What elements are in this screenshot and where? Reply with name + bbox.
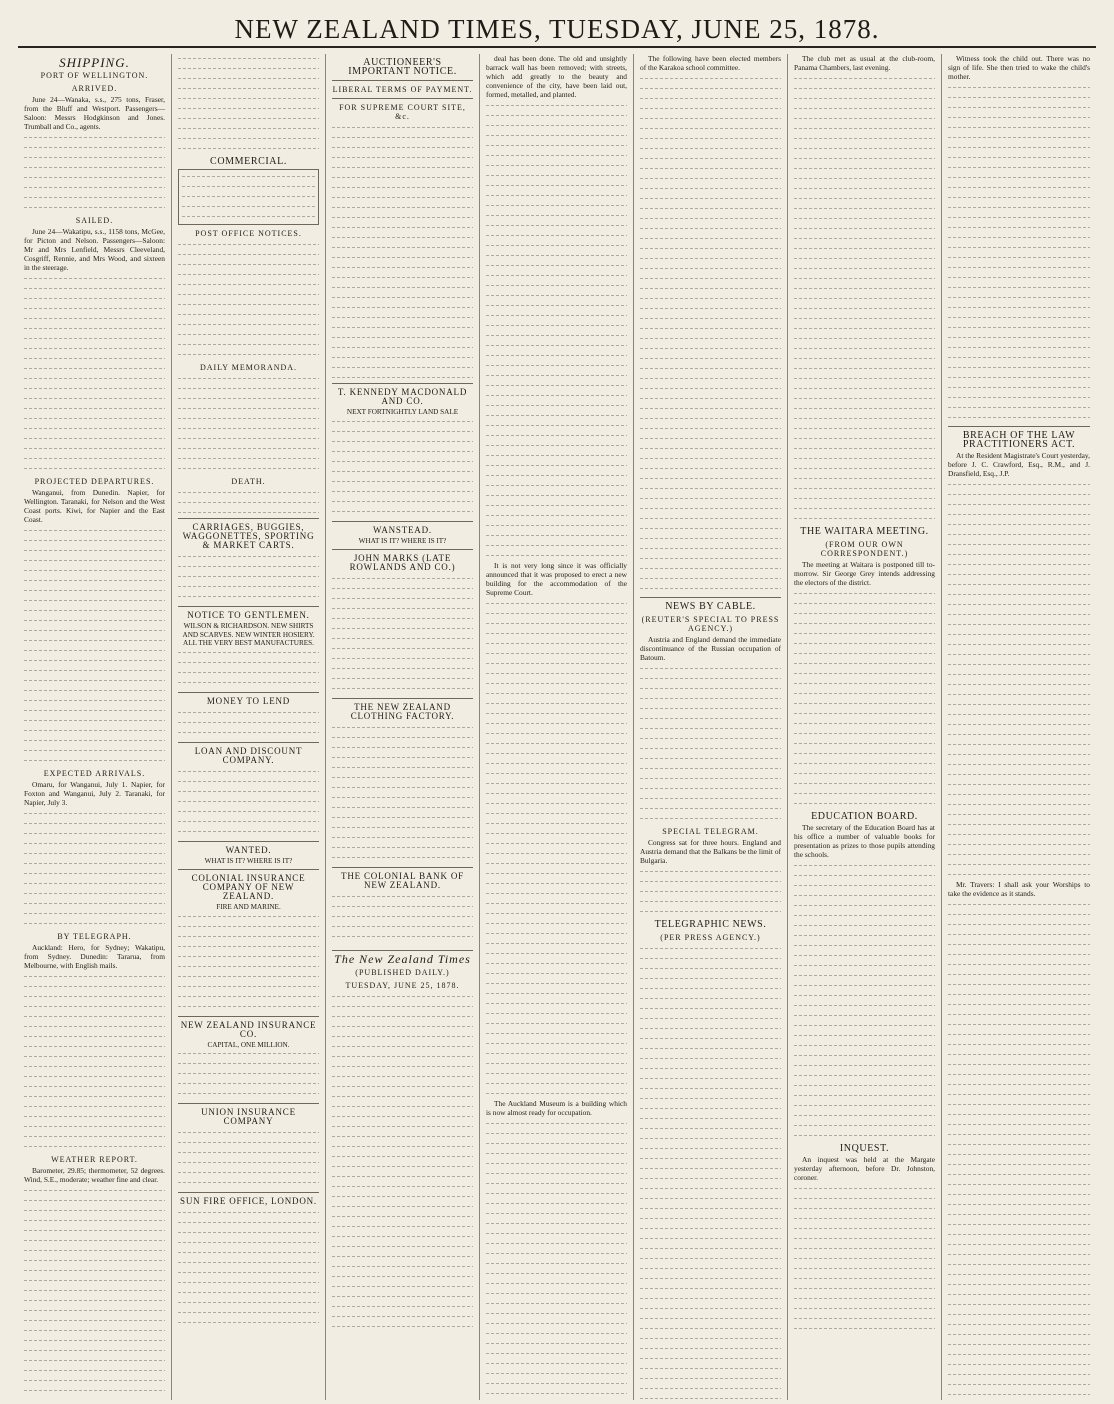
subheading-press-agency: (PER PRESS AGENCY.) — [660, 933, 761, 942]
advertisement-body: WHAT IS IT? WHERE IS IT? — [204, 856, 293, 865]
columns — [18, 54, 1096, 1400]
advertisement-body: NEXT FORTNIGHTLY LAND SALE — [346, 408, 459, 416]
advertisement-wanted — [178, 841, 319, 870]
advertisement-sun-fire — [178, 1192, 319, 1332]
advertisement-heading: THE NEW ZEALAND CLOTHING FACTORY. — [350, 702, 455, 721]
column-editorial — [480, 54, 634, 1400]
advertisement-kennedy-macdonald — [332, 383, 473, 521]
advertisement-heading: UNION INSURANCE COMPANY — [201, 1107, 296, 1126]
section-heading-commercial: COMMERCIAL. — [210, 156, 287, 167]
advertisement-colonial-bank — [332, 867, 473, 946]
article-paragraph: Barometer, 29.85; thermometer, 52 degrees. Wind, S.E., moderate; weather fine and clear. — [24, 1166, 165, 1184]
subheading-expected-arrivals: EXPECTED ARRIVALS. — [43, 769, 146, 778]
column-court — [942, 54, 1096, 1400]
advertisement-loan-discount — [178, 742, 319, 841]
subheading-arrived: ARRIVED. — [71, 84, 118, 93]
subheading-sailed: SAILED. — [75, 216, 114, 225]
article-paragraph: It is not very long since it was officially announced that it was proposed to erect a new building for the accommodation of the Supreme Court. — [486, 561, 627, 597]
subheading-projected-departures: PROJECTED DEPARTURES. — [34, 477, 155, 486]
article-paragraph: Austria and England demand the immediate discontinuance of the Russian occupation of Batoum. — [640, 635, 781, 662]
article-paragraph: Congress sat for three hours. England and Austria demand that the Balkans be the limit of Bulgaria. — [640, 838, 781, 865]
section-heading-auctioneer: AUCTIONEER'S IMPORTANT NOTICE. — [348, 57, 457, 77]
article-paragraph: The following have been elected members of the Karakoa school committee. — [640, 54, 781, 72]
subheading-own-correspondent: (FROM OUR OWN CORRESPONDENT.) — [820, 540, 909, 558]
advertisement-heading: JOHN MARKS (LATE ROWLANDS AND CO.) — [349, 553, 456, 572]
subheading-supreme-court-site: FOR SUPREME COURT SITE, &c. — [339, 103, 466, 121]
article-paragraph: June 24—Wanaka, s.s., 275 tons, Fraser, from the Bluff and Westport. Passengers—Saloon: Messrs Hodgkinson and Jones. Trumball and Co., agents. — [24, 95, 165, 131]
advertisement-notice-to-gentlemen — [178, 606, 319, 692]
subheading-special-telegram: SPECIAL TELEGRAM. — [662, 827, 759, 836]
article-paragraph: An inquest was held at the Margate yesterday afternoon, before Dr. Johnston, coroner. — [794, 1155, 935, 1182]
article-paragraph: Witness took the child out. There was no sign of life. She then tried to wake the child's mother. — [948, 54, 1090, 81]
article-paragraph: Mr. Travers: I shall ask your Worships to take the evidence as it stands. — [948, 880, 1090, 898]
section-heading-breach-of-law: BREACH OF THE LAW PRACTITIONERS ACT. — [962, 430, 1076, 450]
subheading-weather-report: WEATHER REPORT. — [51, 1155, 138, 1164]
column-local — [788, 54, 942, 1400]
subheading-telegraphic-news: TELEGRAPHIC NEWS. — [654, 919, 767, 930]
article-paragraph: At the Resident Magistrate's Court yesterday, before J. C. Crawford, Esq., R.M., and J. Dransfield, Esq., J.P. — [948, 451, 1090, 478]
paper-date: TUESDAY, JUNE 25, 1878. — [345, 981, 460, 990]
article-paragraph: Auckland: Hero, for Sydney; Wakatipu, from Sydney. Dunedin: Tararua, from Melbourne, with English mails. — [24, 943, 165, 970]
advertisement-body: FIRE AND MARINE. — [216, 903, 281, 911]
advertisement-heading: SUN FIRE OFFICE, LONDON. — [180, 1196, 317, 1206]
advertisement-money-to-lend — [178, 692, 319, 742]
subheading-port: PORT OF WELLINGTON. — [40, 71, 149, 80]
advertisement-union-insurance — [178, 1103, 319, 1192]
advertisement-heading: LOAN AND DISCOUNT COMPANY. — [194, 745, 303, 765]
advertisement-wanstead — [332, 521, 473, 550]
subheading-post-office: POST OFFICE NOTICES. — [195, 229, 302, 238]
advertisement-heading: WANTED. — [225, 844, 272, 855]
advertisement-body: CAPITAL, ONE MILLION. — [207, 1040, 290, 1049]
column-shipping — [18, 54, 172, 1400]
advertisement-heading: WANSTEAD. — [373, 524, 432, 535]
article-paragraph: The meeting at Waitara is postponed till to-morrow. Sir George Grey intends addressing the electors of the district. — [794, 560, 935, 587]
article-paragraph: deal has been done. The old and unsightly barrack wall has been removed; with streets, which add greatly to the beauty and convenience of the city, have been laid out, formed, metalled, and planted. — [486, 54, 627, 99]
section-heading-news-by-cable: NEWS BY CABLE. — [665, 601, 756, 612]
advertisement-heading: MONEY TO LEND — [206, 695, 291, 706]
subheading-liberal-terms: LIBERAL TERMS OF PAYMENT. — [332, 85, 473, 94]
article-paragraph: June 24—Wakatipu, s.s., 1158 tons, McGee, for Picton and Nelson. Passengers—Saloon: Mr and Mrs Lenfield, Messrs Cleeveland, Cosgriff, Rennie, and Mrs Wood, and sixteen in the steerage. — [24, 227, 165, 272]
section-heading-inquest: INQUEST. — [839, 1143, 890, 1154]
advertisement-heading: CARRIAGES, BUGGIES, WAGGONETTES, SPORTING & MARKET CARTS. — [182, 522, 315, 550]
section-heading-shipping: SHIPPING. — [59, 55, 130, 70]
paper-subtitle: (PUBLISHED DAILY.) — [355, 968, 450, 977]
article-paragraph: The secretary of the Education Board has at his office a number of valuable books for presentation as prizes to those pupils attending the schools. — [794, 823, 935, 859]
advertisement-carriages — [178, 518, 319, 606]
masthead-title: NEW ZEALAND TIMES, TUESDAY, JUNE 25, 1878. — [234, 13, 880, 44]
paper-title: The New Zealand Times — [334, 952, 471, 966]
article-paragraph: The Auckland Museum is a building which is now almost ready for occupation. — [486, 1099, 627, 1117]
article-paragraph: The club met as usual at the club-room, Panama Chambers, last evening. — [794, 54, 935, 72]
advertisement-body: WHAT IS IT? WHERE IS IT? — [358, 536, 447, 545]
subheading-death: DEATH. — [231, 477, 266, 486]
section-heading-education-board: EDUCATION BOARD. — [811, 811, 918, 822]
subheading-by-telegraph: BY TELEGRAPH. — [57, 932, 132, 941]
advertisement-heading: NOTICE TO GENTLEMEN. — [187, 610, 310, 620]
advertisement-heading: COLONIAL INSURANCE COMPANY OF NEW ZEALAND. — [191, 873, 306, 901]
advertisement-nz-insurance — [178, 1016, 319, 1104]
advertisement-heading: THE COLONIAL BANK OF NEW ZEALAND. — [341, 871, 464, 890]
advertisement-clothing-factory — [332, 698, 473, 867]
advertisement-body: WILSON & RICHARDSON. NEW SHIRTS AND SCARVES. NEW WINTER HOSIERY. ALL THE VERY BEST MANUFACTURES. — [182, 622, 315, 647]
advertisement-john-marks — [332, 549, 473, 698]
subheading-daily-memoranda: DAILY MEMORANDA. — [199, 363, 298, 372]
article-paragraph: Omaru, for Wanganui, July 1. Napier, for Foxton and Wanganui, July 2. Taranaki, for Napier, July 3. — [24, 780, 165, 807]
subheading-reuters: (REUTER'S SPECIAL TO PRESS AGENCY.) — [641, 615, 780, 633]
advertisement-heading: NEW ZEALAND INSURANCE CO. — [180, 1019, 317, 1039]
article-paragraph: Wanganui, from Dunedin. Napier, for Wellington. Taranaki, for Nelson and the West Coast ports. Kiwi, for Napier and the East Coast. — [24, 488, 165, 524]
column-news — [634, 54, 788, 1400]
advertisement-heading: T. KENNEDY MACDONALD AND CO. — [337, 387, 468, 406]
advertisement-colonial-insurance — [178, 869, 319, 1016]
column-auctions — [326, 54, 480, 1400]
masthead — [18, 12, 1096, 48]
section-heading-waitara: THE WAITARA MEETING. — [800, 526, 929, 537]
column-commercial — [172, 54, 326, 1400]
